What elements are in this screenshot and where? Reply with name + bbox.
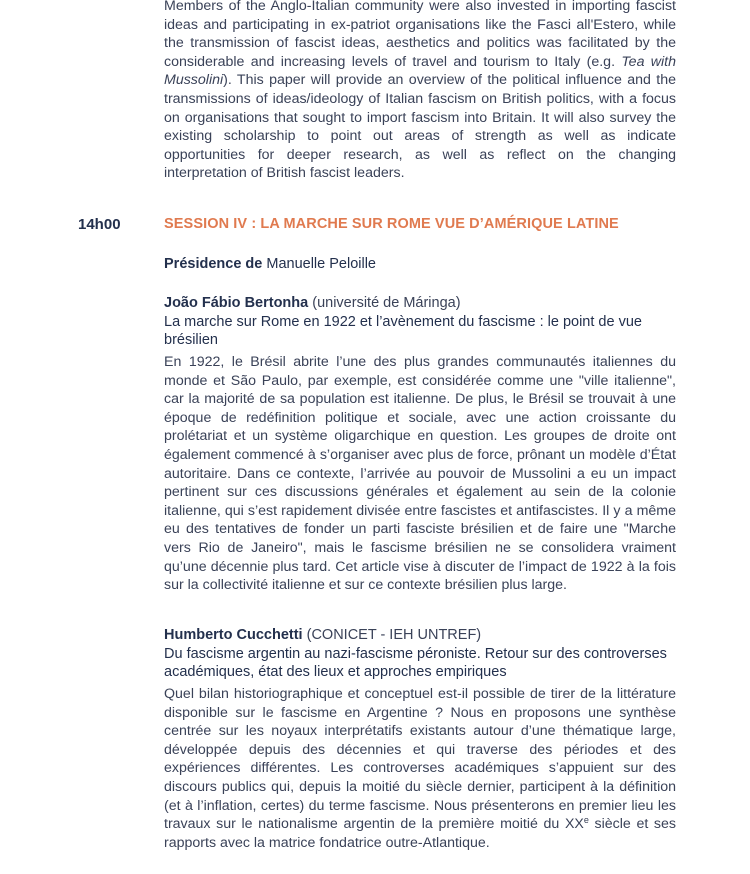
session-title: SESSION IV : LA MARCHE SUR ROME VUE D’AMÉRIQUE LATINE	[164, 216, 619, 232]
talk-title: Du fascisme argentin au nazi-fascisme péroniste. Retour sur des controverses académiques, état des lieux et approches empiriques	[164, 646, 667, 680]
intro-text-2: ). This paper will provide an overview of the political influence and the transmissions of ideas/ideology of Italian fascism on British politics, with a focus on organisations that sought to import fascism into Britain. It will also survey the existing scholarship to point out areas of strength as well as indicate opportunities for deeper research, as well as reflect on the changing interpretation of British fascist leaders.	[164, 72, 676, 182]
intro-italic-title: Tea with Mussolini	[164, 53, 676, 89]
speaker-affiliation: (université de Máringa)	[312, 295, 461, 311]
talk-speaker	[164, 626, 676, 644]
speaker-name: Humberto Cucchetti	[164, 627, 303, 643]
talk-abstract: En 1922, le Brésil abrite l’une des plus grandes communautés italiennes du monde et São Paulo, par exemple, est considérée comme une "ville italienne", car la majorité de sa population est italienne. De plus, le Brésil se trouvait à une époque de redéfinition politique et sociale, avec une action croissante du prolétariat et un système oligarchique en question. Les groupes de droite ont également commencé à s’organiser avec plus de force, prônant un modèle d’État autoritaire. Dans ce contexte, l’arrivée au pouvoir de Mussolini a eu un impact pertinent sur ces discussions générales et également au sein de la colonie italienne, qui s’est rapidement divisée entre fascistes et antifascistes. Il y a même eu des tentatives de fonder un parti fasciste brésilien et de faire une "Marche vers Rio de Janeiro", mais le fascisme brésilien ne se consolidera vraiment qu’une décennie plus tard. Cet article vise à discuter de l’impact de 1922 à la fois sur la collectivité italienne et sur ce contexte brésilien plus large.	[164, 354, 676, 594]
speaker-name: João Fábio Bertonha	[164, 295, 309, 311]
talk-title: La marche sur Rome en 1922 et l’avènement du fascisme : le point de vue brésilien	[164, 314, 642, 348]
intro-text-1: Members of the Anglo-Italian community were also invested in importing fascist ideas and participating in ex-patriot organisations like the Fasci all'Estero, while the transmission of fascist ideas, aesthetics and politics was facilitated by the considerable and increasing levels of travel and tourism to Italy (e.g.	[164, 0, 676, 70]
session-time: 14h00	[78, 216, 121, 233]
presidence-name: Manuelle Peloille	[266, 256, 376, 272]
abstract-text-1: Quel bilan historiographique et conceptuel est-il possible de tirer de la littérature disponible sur le fascisme en Argentine ? Nous en proposons une synthèse centrée sur les noyaux interprétatifs existants autour d’une thématique large, développée depuis des décennies et qui traverse des périodes et des expériences différentes. Les controverses académiques s’appuient sur des discours publics qui, depuis la moitié du siècle dernier, participent à la définition (et à l’inflation, certes) du terme fascisme. Nous présenterons en premier lieu les travaux sur le nationalisme argentin de la première moitié du XX	[164, 686, 676, 833]
session-presidence	[164, 256, 376, 272]
speaker-affiliation: (CONICET - IEH UNTREF)	[306, 627, 482, 643]
talk-item	[164, 626, 676, 852]
talk-abstract	[164, 685, 676, 852]
talk-speaker	[164, 294, 676, 312]
century-superscript: e	[583, 815, 589, 826]
intro-paragraph	[164, 0, 676, 183]
presidence-label: Présidence de	[164, 256, 263, 272]
abstract-text-2: siècle et ses rapports avec la matrice fondatrice outre-Atlantique.	[164, 816, 676, 851]
intro-abstract	[164, 0, 676, 183]
talk-item	[164, 294, 676, 595]
